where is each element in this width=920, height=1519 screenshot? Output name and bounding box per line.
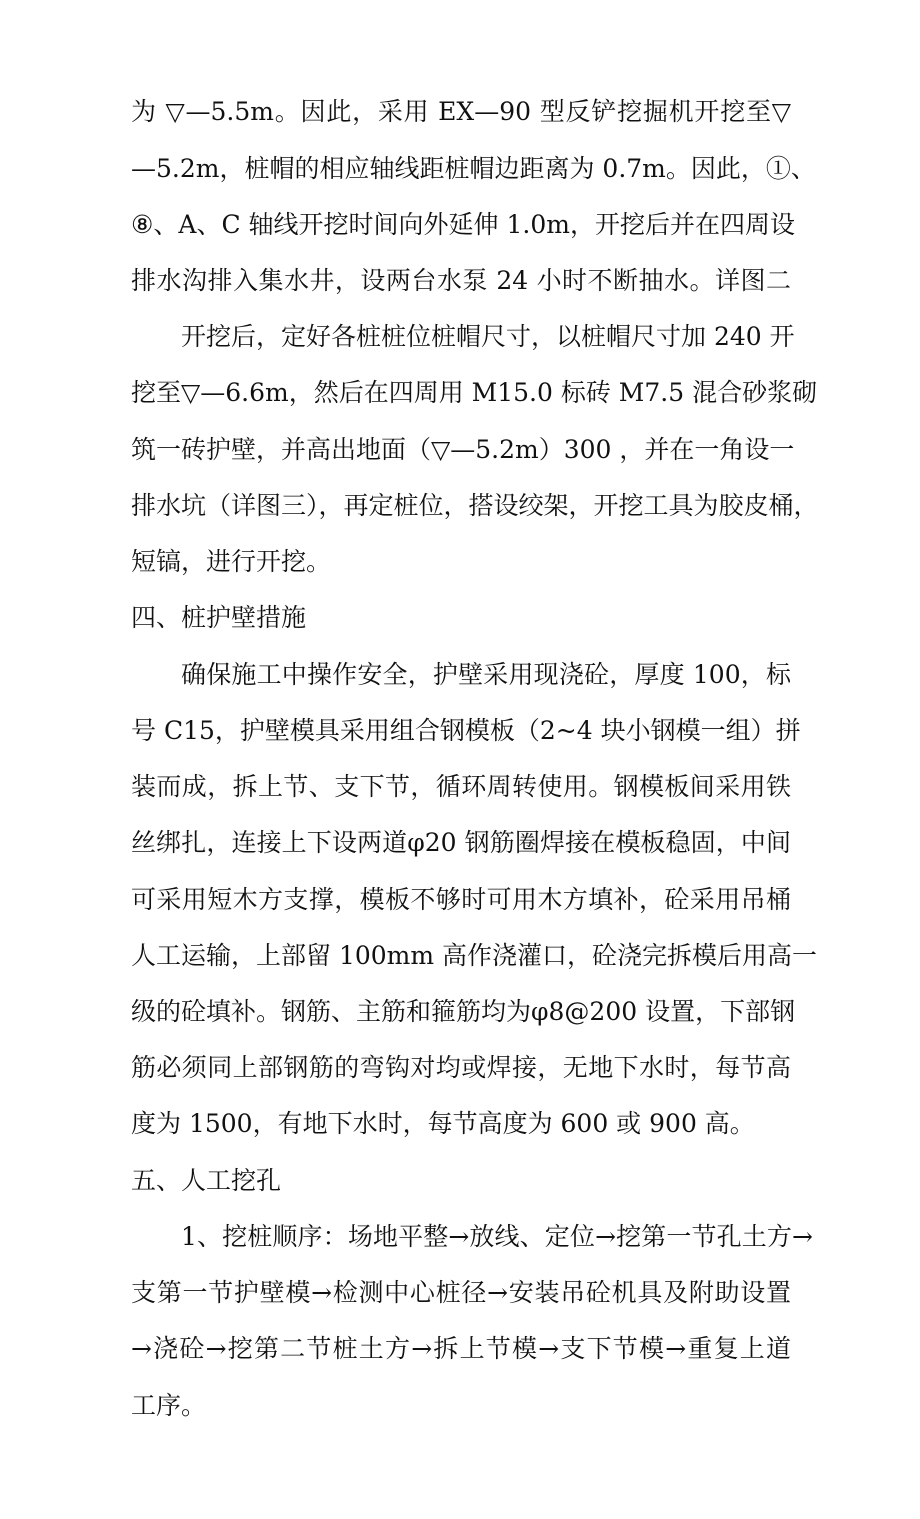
paragraph-line: →浇砼→挖第二节桩土方→拆上节模→支下节模→重复上道: [131, 1334, 791, 1363]
paragraph-line: 挖至▽—6.6m，然后在四周用 M15.0 标砖 M7.5 混合砂浆砌: [131, 378, 818, 407]
paragraph-line: 确保施工中操作安全，护壁采用现浇砼，厚度 100，标: [181, 660, 791, 689]
paragraph-line: 支第一节护壁模→检测中心桩径→安装吊砼机具及附助设置: [131, 1278, 791, 1307]
paragraph-line: 丝绑扎，连接上下设两道φ20 钢筋圈焊接在模板稳固，中间: [131, 828, 791, 857]
paragraph-line: 筋必须同上部钢筋的弯钩对均或焊接，无地下水时，每节高: [131, 1053, 791, 1082]
paragraph-line: 开挖后，定好各桩桩位桩帽尺寸，以桩帽尺寸加 240 开: [181, 322, 795, 351]
paragraph-line: 度为 1500，有地下水时，每节高度为 600 或 900 高。: [131, 1109, 755, 1138]
section-heading: 五、人工挖孔: [131, 1166, 282, 1195]
paragraph-line: —5.2m，桩帽的相应轴线距桩帽边距离为 0.7m。因此，①、: [131, 154, 816, 183]
paragraph-line: 可采用短木方支撑，模板不够时可用木方填补，砼采用吊桶: [131, 885, 791, 914]
paragraph-line: 为 ▽—5.5m。因此，采用 EX—90 型反铲挖掘机开挖至▽: [131, 97, 791, 126]
paragraph-line: 排水坑（详图三），再定桩位，搭设绞架，开挖工具为胶皮桶，: [131, 491, 819, 520]
paragraph-line: 1、挖桩顺序：场地平整→放线、定位→挖第一节孔土方→: [181, 1222, 813, 1251]
paragraph-line: 短镐，进行开挖。: [131, 547, 332, 576]
paragraph-line: 号 C15，护壁模具采用组合钢模板（2~4 块小钢模一组）拼: [131, 716, 801, 745]
paragraph-line: 装而成，拆上节、支下节，循环周转使用。钢模板间采用铁: [131, 772, 791, 801]
paragraph-line: 级的砼填补。钢筋、主筋和箍筋均为φ8@200 设置，下部钢: [131, 997, 796, 1026]
paragraph-line: ⑧、A、C 轴线开挖时间向外延伸 1.0m，开挖后并在四周设: [131, 210, 795, 239]
paragraph-line: 工序。: [131, 1391, 207, 1420]
paragraph-line: 排水沟排入集水井，设两台水泵 24 小时不断抽水。详图二: [131, 266, 791, 295]
paragraph-line: 人工运输，上部留 100mm 高作浇灌口，砼浇完拆模后用高一: [131, 941, 818, 970]
paragraph-line: 筑一砖护壁，并高出地面（▽—5.2m）300 ，并在一角设一: [131, 435, 795, 464]
section-heading: 四、桩护壁措施: [131, 603, 307, 632]
